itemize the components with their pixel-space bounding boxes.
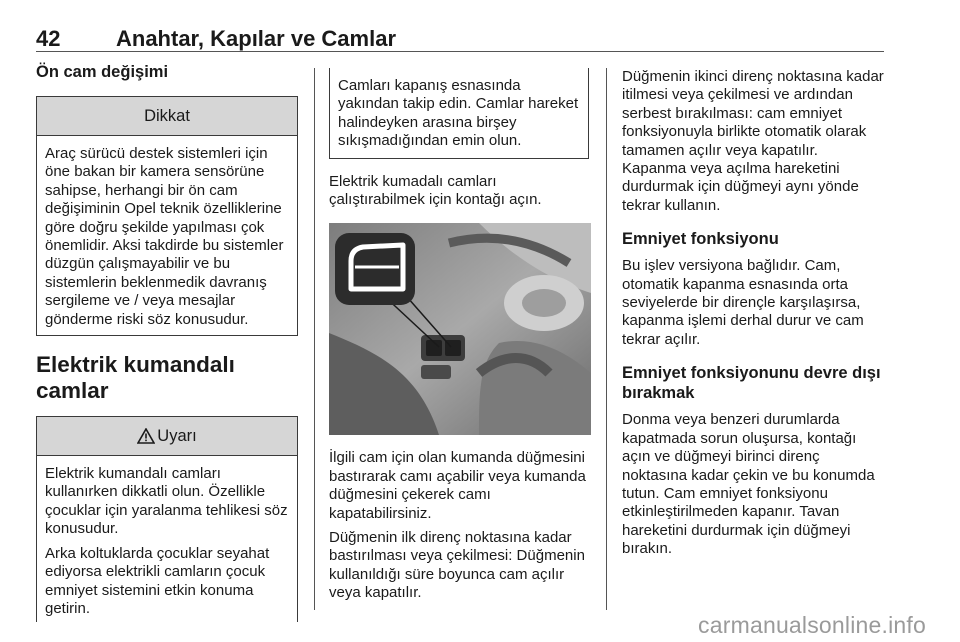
warning-paragraph-2: Arka koltuklarda çocuklar seyahat ediyorsa elektrikli camların çocuk emniyet sistemini etkin konuma getirin. bbox=[45, 544, 270, 617]
watermark: carmanualsonline.info bbox=[698, 612, 926, 638]
operation-paragraph-1: İlgili cam için olan kumanda düğmesini bastırarak camı açabilir veya kumanda düğmesini çekerek camı kapatabilirsiniz. bbox=[329, 449, 586, 522]
column-divider-2 bbox=[606, 68, 607, 610]
warning-box-continuation bbox=[329, 68, 589, 159]
page-number: 42 bbox=[36, 26, 61, 51]
operation-paragraph-2: Düğmenin ilk direnç noktasına kadar bastırılması veya çekilmesi: Düğmenin kullanıldığı süre boyunca cam açılır veya kapatılır. bbox=[329, 529, 585, 602]
notice-box-title: Dikkat bbox=[37, 97, 297, 136]
header-divider bbox=[36, 51, 884, 52]
window-switch-illustration bbox=[329, 223, 591, 435]
safety-function-paragraph: Bu işlev versiyona bağlıdır. Cam, otomatik kapanma esnasında orta seviyelerde bir dirençle karşılaşırsa, kapanma işlemi derhal durur ve cam tekrar açılır. bbox=[622, 257, 864, 348]
warning-box-title: Uyarı bbox=[157, 426, 197, 445]
chapter-heading-power-windows: Elektrik kumandalı camlar bbox=[36, 352, 235, 404]
page-header bbox=[36, 26, 884, 54]
column-divider-1 bbox=[314, 68, 315, 610]
column-right bbox=[622, 68, 884, 565]
chapter-title: Anahtar, Kapılar ve Camlar bbox=[116, 26, 397, 51]
section-title-windscreen: Ön cam değişimi bbox=[36, 63, 169, 81]
notice-box-text: Araç sürücü destek sistemleri için öne bakan bir kamera sensörüne sahipse, herhangi bir ön cam değişiminin Opel teknik özelliklerine göre doğru şekilde yapılması çok önemlidir. Aksi takdirde bu sistemler düzgün çalışmayabilir ve bu sistemlerin beklenmedik davranış sergileme ve / veya mesajlar gönderme riski söz konusudur. bbox=[45, 145, 284, 328]
column-middle bbox=[329, 68, 591, 609]
warning-continuation-text: Camları kapanış esnasında yakından takip edin. Camlar hareket halindeyken arasına birşey sıkışmadığından emin olun. bbox=[338, 77, 579, 150]
disable-safety-paragraph: Donma veya benzeri durumlarda kapatmada sorun oluşursa, kontağı açın ve düğmeyi birinci direnç noktasına kadar çekin ve bu konumda tutun. Cam emniyet fonksiyonu etkinleştirilmeden kapanır. Tavan hareketini durdurmak için düğmeyi bırakın. bbox=[622, 411, 875, 558]
heading-safety-function: Emniyet fonksiyonu bbox=[622, 230, 779, 249]
column-left bbox=[36, 62, 298, 622]
second-detent-paragraph: Düğmenin ikinci direnç noktasına kadar itilmesi veya çekilmesi ve ardından serbest bırakılması: cam emniyet fonksiyonuyla birlikte otomatik olarak tamamen açılır veya kapatılır. Kapanma veya açılma hareketini durdurmak için düğmeyi aynı yönde tekrar kullanın. bbox=[622, 68, 884, 214]
warning-triangle-icon bbox=[137, 428, 155, 444]
warning-box bbox=[36, 416, 298, 622]
warning-paragraph-1: Elektrik kumandalı camları kullanırken dikkatli olun. Özellikle çocuklar için yaralanma tehlikesi söz konusudur. bbox=[45, 465, 288, 538]
notice-box bbox=[36, 96, 298, 336]
power-windows-intro: Elektrik kumadalı camları çalıştırabilmek için kontağı açın. bbox=[329, 172, 542, 209]
heading-disable-safety: Emniyet fonksiyonunu devre dışı bırakmak bbox=[622, 364, 881, 403]
